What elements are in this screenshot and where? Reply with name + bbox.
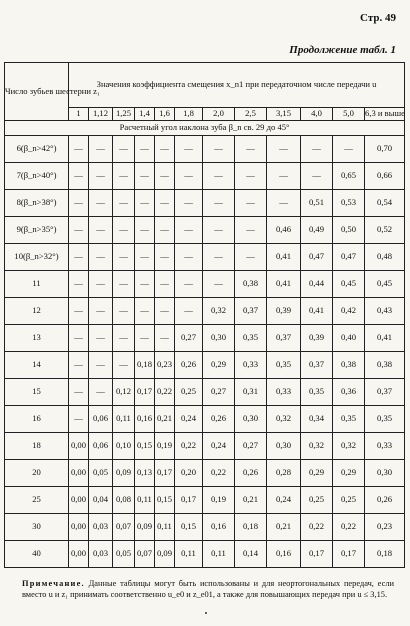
teeth-count-cell: 40 [5, 541, 69, 568]
shift-value-cell: — [301, 163, 333, 190]
shift-value-cell: 0,38 [365, 352, 405, 379]
shift-value-cell: 0,09 [135, 514, 155, 541]
shift-value-cell: 0,14 [235, 541, 267, 568]
shift-value-cell: 0,00 [69, 541, 89, 568]
shift-value-cell: — [175, 244, 203, 271]
shift-value-cell: — [175, 217, 203, 244]
shift-value-cell: — [69, 379, 89, 406]
shift-value-cell: — [113, 298, 135, 325]
shift-value-cell: 0,30 [267, 433, 301, 460]
shift-value-cell: 0,25 [301, 487, 333, 514]
shift-value-cell: 0,32 [301, 433, 333, 460]
shift-value-cell: — [135, 298, 155, 325]
shift-value-cell: — [113, 325, 135, 352]
shift-value-cell: 0,46 [267, 217, 301, 244]
shift-value-cell: 0,30 [203, 325, 235, 352]
shift-value-cell: 0,33 [235, 352, 267, 379]
shift-value-cell: 0,29 [301, 460, 333, 487]
shift-value-cell: — [69, 271, 89, 298]
shift-value-cell: 0,23 [365, 514, 405, 541]
shift-value-cell: — [267, 136, 301, 163]
header-shift-coefficient: Значения коэффициента смещения x_n1 при передаточном числе передачи u [69, 63, 405, 108]
shift-value-cell: — [235, 190, 267, 217]
teeth-count-cell: 15 [5, 379, 69, 406]
shift-value-cell: 0,07 [135, 541, 155, 568]
shift-value-cell: 0,44 [301, 271, 333, 298]
shift-value-cell: 0,24 [267, 487, 301, 514]
shift-value-cell: 0,48 [365, 244, 405, 271]
shift-value-cell: — [135, 244, 155, 271]
shift-value-cell: 0,09 [155, 541, 175, 568]
helix-angle-row: Расчетный угол наклона зуба β_n св. 29 до 45° [5, 121, 405, 136]
shift-value-cell: — [113, 244, 135, 271]
gear-ratio-header: 1,25 [113, 108, 135, 121]
shift-value-cell: — [175, 190, 203, 217]
teeth-count-cell: 25 [5, 487, 69, 514]
shift-value-cell: 0,41 [267, 271, 301, 298]
shift-value-cell: 0,13 [135, 460, 155, 487]
shift-value-cell: — [175, 271, 203, 298]
table-row [5, 298, 405, 325]
shift-value-cell: 0,22 [155, 379, 175, 406]
shift-value-cell: 0,24 [203, 433, 235, 460]
shift-value-cell: 0,23 [155, 352, 175, 379]
shift-value-cell: — [69, 163, 89, 190]
shift-value-cell: 0,32 [267, 406, 301, 433]
gear-ratio-header: 1,6 [155, 108, 175, 121]
shift-value-cell: — [89, 163, 113, 190]
shift-value-cell: — [135, 163, 155, 190]
shift-value-cell: 0,26 [175, 352, 203, 379]
shift-value-cell: — [203, 271, 235, 298]
shift-value-cell: 0,35 [235, 325, 267, 352]
shift-value-cell: — [203, 217, 235, 244]
shift-value-cell: — [155, 136, 175, 163]
shift-value-cell: — [69, 325, 89, 352]
gear-ratio-header: 1 [69, 108, 89, 121]
teeth-count-cell: 9(β_n>35°) [5, 217, 69, 244]
shift-value-cell: — [175, 136, 203, 163]
shift-value-cell: 0,07 [113, 514, 135, 541]
shift-value-cell: 0,30 [235, 406, 267, 433]
teeth-count-cell: 13 [5, 325, 69, 352]
shift-value-cell: — [89, 190, 113, 217]
page-dot [205, 612, 207, 614]
shift-value-cell: — [69, 352, 89, 379]
teeth-count-cell: 8(β_n>38°) [5, 190, 69, 217]
shift-value-cell: 0,15 [175, 514, 203, 541]
shift-value-cell: 0,41 [365, 325, 405, 352]
shift-value-cell: — [155, 217, 175, 244]
table-continuation-title: Продолжение табл. 1 [289, 44, 396, 56]
shift-value-cell: 0,17 [301, 541, 333, 568]
teeth-count-cell: 30 [5, 514, 69, 541]
shift-value-cell: 0,37 [365, 379, 405, 406]
shift-value-cell: 0,38 [333, 352, 365, 379]
gear-ratio-header: 3,15 [267, 108, 301, 121]
shift-value-cell: — [89, 136, 113, 163]
shift-value-cell: 0,27 [235, 433, 267, 460]
table-note [22, 578, 394, 601]
table-row [5, 514, 405, 541]
table-row [5, 541, 405, 568]
shift-value-cell: 0,35 [267, 352, 301, 379]
shift-value-cell: 0,43 [365, 298, 405, 325]
table-row [5, 244, 405, 271]
gear-ratio-header: 5,0 [333, 108, 365, 121]
gear-ratio-header: 2,0 [203, 108, 235, 121]
table-row [5, 136, 405, 163]
table-row [5, 406, 405, 433]
shift-value-cell: — [235, 244, 267, 271]
gear-ratio-header: 2,5 [235, 108, 267, 121]
shift-value-cell: — [113, 271, 135, 298]
shift-value-cell: 0,45 [365, 271, 405, 298]
shift-value-cell: 0,30 [365, 460, 405, 487]
note-label: Примечание. [22, 579, 85, 588]
shift-value-cell: 0,21 [235, 487, 267, 514]
shift-value-cell: — [203, 190, 235, 217]
shift-value-cell: 0,22 [301, 514, 333, 541]
shift-value-cell: 0,35 [333, 406, 365, 433]
shift-value-cell: 0,00 [69, 487, 89, 514]
shift-value-cell: — [89, 325, 113, 352]
shift-value-cell: — [113, 352, 135, 379]
table-row [5, 217, 405, 244]
shift-value-cell: 0,06 [89, 406, 113, 433]
shift-value-cell: 0,40 [333, 325, 365, 352]
shift-value-cell: 0,18 [365, 541, 405, 568]
table-row [5, 271, 405, 298]
shift-value-cell: 0,54 [365, 190, 405, 217]
shift-value-cell: — [69, 406, 89, 433]
shift-value-cell: 0,32 [333, 433, 365, 460]
shift-value-cell: 0,47 [301, 244, 333, 271]
shift-value-cell: 0,11 [175, 541, 203, 568]
shift-value-cell: 0,11 [113, 406, 135, 433]
shift-value-cell: — [113, 217, 135, 244]
shift-value-cell: — [69, 244, 89, 271]
gear-ratio-header: 6,3 и выше [365, 108, 405, 121]
shift-value-cell: 0,26 [203, 406, 235, 433]
shift-value-cell: 0,37 [301, 352, 333, 379]
shift-value-cell: 0,03 [89, 514, 113, 541]
shift-value-cell: 0,22 [203, 460, 235, 487]
shift-value-cell: 0,42 [333, 298, 365, 325]
shift-value-cell: — [135, 325, 155, 352]
shift-value-cell: 0,33 [267, 379, 301, 406]
teeth-count-cell: 10(β_n>32°) [5, 244, 69, 271]
shift-value-cell: — [203, 244, 235, 271]
table-row [5, 433, 405, 460]
shift-value-cell: — [89, 352, 113, 379]
shift-value-cell: 0,11 [155, 514, 175, 541]
shift-value-cell: 0,29 [203, 352, 235, 379]
shift-value-cell: 0,00 [69, 514, 89, 541]
shift-value-cell: — [135, 136, 155, 163]
gear-ratio-header: 1,12 [89, 108, 113, 121]
shift-value-cell: — [203, 163, 235, 190]
shift-value-cell: 0,16 [135, 406, 155, 433]
shift-value-cell: 0,17 [175, 487, 203, 514]
shift-value-cell: 0,37 [235, 298, 267, 325]
teeth-count-cell: 7(β_n>40°) [5, 163, 69, 190]
shift-value-cell: 0,39 [301, 325, 333, 352]
shift-value-cell: — [89, 244, 113, 271]
shift-value-cell: 0,26 [235, 460, 267, 487]
shift-value-cell: — [69, 298, 89, 325]
shift-value-cell: 0,37 [267, 325, 301, 352]
shift-value-cell: — [155, 163, 175, 190]
shift-value-cell: 0,31 [235, 379, 267, 406]
shift-value-cell: 0,35 [301, 379, 333, 406]
shift-value-cell: 0,17 [155, 460, 175, 487]
teeth-count-cell: 16 [5, 406, 69, 433]
shift-value-cell: 0,09 [113, 460, 135, 487]
shift-value-cell: — [235, 136, 267, 163]
shift-value-cell: 0,33 [365, 433, 405, 460]
shift-value-cell: 0,04 [89, 487, 113, 514]
shift-value-cell: — [135, 271, 155, 298]
shift-value-cell: 0,11 [135, 487, 155, 514]
shift-value-cell: 0,17 [333, 541, 365, 568]
shift-value-cell: — [155, 271, 175, 298]
shift-value-cell: 0,45 [333, 271, 365, 298]
shift-value-cell: — [113, 163, 135, 190]
shift-value-cell: — [333, 136, 365, 163]
shift-value-cell: 0,05 [113, 541, 135, 568]
shift-value-cell: 0,66 [365, 163, 405, 190]
shift-value-cell: 0,25 [175, 379, 203, 406]
shift-value-cell: — [155, 244, 175, 271]
shift-value-cell: 0,05 [89, 460, 113, 487]
shift-value-cell: 0,70 [365, 136, 405, 163]
shift-value-cell: 0,41 [301, 298, 333, 325]
teeth-count-cell: 20 [5, 460, 69, 487]
teeth-count-cell: 12 [5, 298, 69, 325]
table-row [5, 379, 405, 406]
shift-value-cell: — [89, 217, 113, 244]
shift-value-cell: — [69, 217, 89, 244]
shift-value-cell: 0,22 [175, 433, 203, 460]
shift-value-cell: — [155, 190, 175, 217]
header-teeth-count: Число зубьев шестерни z₁ [5, 63, 69, 121]
shift-value-cell: — [69, 190, 89, 217]
shift-value-cell: — [89, 298, 113, 325]
shift-value-cell: 0,38 [235, 271, 267, 298]
shift-value-cell: 0,16 [203, 514, 235, 541]
shift-value-cell: 0,24 [175, 406, 203, 433]
shift-value-cell: — [301, 136, 333, 163]
shift-value-cell: 0,49 [301, 217, 333, 244]
shift-value-cell: 0,12 [113, 379, 135, 406]
shift-value-cell: 0,20 [175, 460, 203, 487]
shift-value-cell: 0,39 [267, 298, 301, 325]
shift-value-cell: — [155, 325, 175, 352]
teeth-count-cell: 6(β_n>42°) [5, 136, 69, 163]
shift-value-cell: — [267, 163, 301, 190]
teeth-count-cell: 11 [5, 271, 69, 298]
shift-value-cell: 0,21 [155, 406, 175, 433]
shift-value-cell: 0,22 [333, 514, 365, 541]
shift-value-cell: — [175, 163, 203, 190]
shift-value-cell: — [155, 298, 175, 325]
shift-value-cell: 0,27 [175, 325, 203, 352]
shift-value-cell: 0,00 [69, 433, 89, 460]
shift-value-cell: 0,11 [203, 541, 235, 568]
shift-value-cell: 0,51 [301, 190, 333, 217]
shift-value-cell: 0,34 [301, 406, 333, 433]
shift-value-cell: — [113, 136, 135, 163]
shift-value-cell: 0,00 [69, 460, 89, 487]
shift-value-cell: 0,65 [333, 163, 365, 190]
shift-value-cell: — [135, 190, 155, 217]
teeth-count-cell: 18 [5, 433, 69, 460]
gear-ratio-header: 4,0 [301, 108, 333, 121]
shift-value-cell: — [235, 163, 267, 190]
table-row [5, 487, 405, 514]
shift-value-cell: 0,35 [365, 406, 405, 433]
shift-value-cell: — [113, 190, 135, 217]
shift-value-cell: 0,17 [135, 379, 155, 406]
shift-value-cell: 0,19 [203, 487, 235, 514]
note-text: Данные таблицы могут быть использованы и для неортогональных передач, если вместо u и z₁ принимать соответственно u_e0 и z_e01, а также для повышающих передач при u ≤ 3,15. [22, 579, 394, 600]
gear-ratio-header: 1,8 [175, 108, 203, 121]
shift-value-cell: 0,26 [365, 487, 405, 514]
shift-value-cell: — [135, 217, 155, 244]
shift-value-cell: 0,29 [333, 460, 365, 487]
shift-value-cell: 0,15 [135, 433, 155, 460]
shift-value-cell: 0,52 [365, 217, 405, 244]
page-number: Стр. 49 [360, 12, 396, 24]
shift-value-cell: — [267, 190, 301, 217]
shift-value-cell: 0,28 [267, 460, 301, 487]
shift-value-cell: 0,08 [113, 487, 135, 514]
shift-value-cell: — [89, 271, 113, 298]
shift-value-cell: 0,36 [333, 379, 365, 406]
shift-value-cell: — [235, 217, 267, 244]
shift-value-cell: 0,15 [155, 487, 175, 514]
shift-value-cell: — [203, 136, 235, 163]
shift-value-cell: 0,10 [113, 433, 135, 460]
shift-value-cell: 0,19 [155, 433, 175, 460]
shift-value-cell: 0,32 [203, 298, 235, 325]
shift-value-cell: 0,21 [267, 514, 301, 541]
shift-value-cell: 0,47 [333, 244, 365, 271]
teeth-count-cell: 14 [5, 352, 69, 379]
table-row [5, 352, 405, 379]
shift-value-cell: 0,27 [203, 379, 235, 406]
table-row [5, 163, 405, 190]
shift-value-cell: 0,25 [333, 487, 365, 514]
shift-value-cell: 0,16 [267, 541, 301, 568]
shift-coefficient-table [4, 62, 405, 568]
table-row [5, 460, 405, 487]
shift-value-cell: 0,06 [89, 433, 113, 460]
shift-value-cell: 0,53 [333, 190, 365, 217]
gear-ratio-header: 1,4 [135, 108, 155, 121]
shift-value-cell: — [89, 379, 113, 406]
shift-value-cell: 0,03 [89, 541, 113, 568]
shift-value-cell: — [175, 298, 203, 325]
shift-value-cell: — [69, 136, 89, 163]
shift-value-cell: 0,41 [267, 244, 301, 271]
shift-value-cell: 0,18 [235, 514, 267, 541]
table-row [5, 190, 405, 217]
shift-value-cell: 0,18 [135, 352, 155, 379]
table-row [5, 325, 405, 352]
shift-value-cell: 0,50 [333, 217, 365, 244]
